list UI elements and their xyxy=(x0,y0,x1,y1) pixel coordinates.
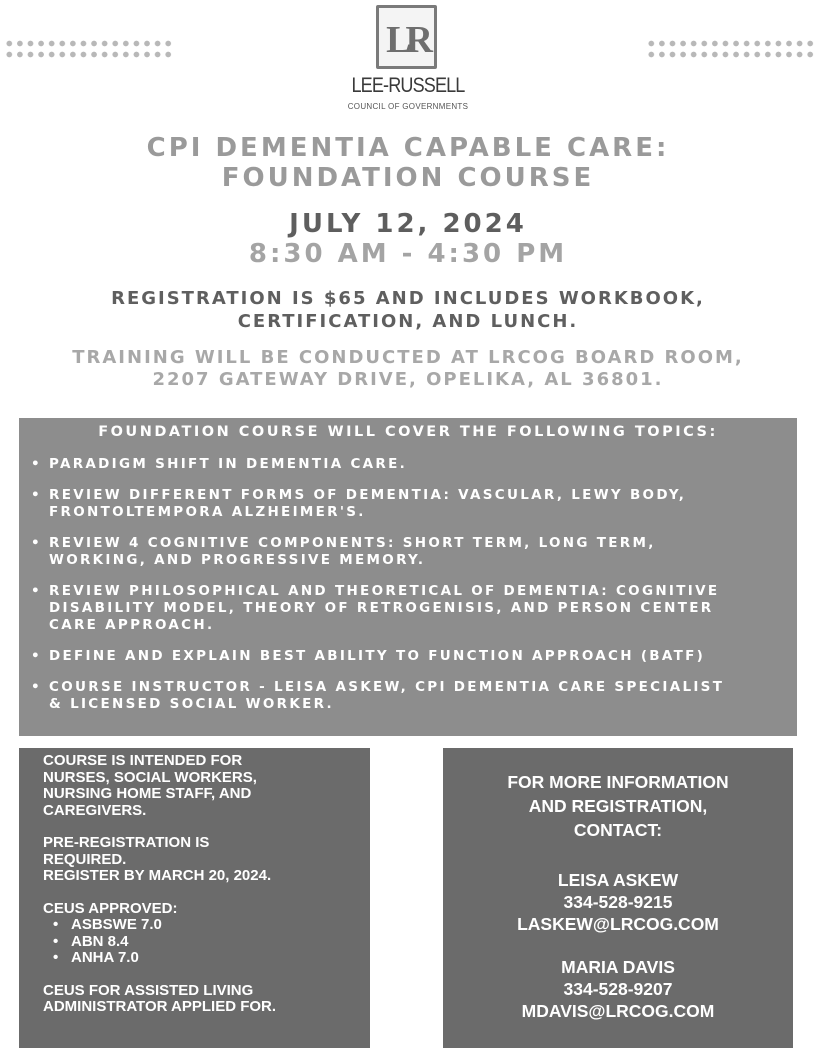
org-name: LEE-RUSSELL xyxy=(351,74,465,97)
venue-line: TRAINING WILL BE CONDUCTED AT LRCOG BOARD ROOM, xyxy=(72,347,744,368)
course-title xyxy=(0,133,816,193)
registration-line: CERTIFICATION, AND LUNCH. xyxy=(237,311,579,332)
contact-name: MARIA DAVIS xyxy=(561,957,675,977)
text-line: AND REGISTRATION, xyxy=(528,796,708,816)
topic-item xyxy=(31,648,791,665)
topic-line: • DEFINE AND EXPLAIN BEST ABILITY TO FUNCTION APPROACH (BATF) xyxy=(49,648,706,664)
ceus-list xyxy=(53,917,370,967)
decorative-dots-left xyxy=(4,38,174,60)
topic-line: FRONTOLTEMPORA ALZHEIMER'S. xyxy=(49,504,366,520)
text-line: FOR MORE INFORMATION xyxy=(507,772,729,792)
intended-audience xyxy=(43,753,370,819)
topic-line: • COURSE INSTRUCTOR - LEISA ASKEW, CPI DEMENTIA CARE SPECIALIST xyxy=(49,679,725,695)
text-line: CAREGIVERS. xyxy=(43,801,147,819)
topic-line: DISABILITY MODEL, THEORY OF RETROGENISIS, AND PERSON CENTER xyxy=(49,600,714,616)
topic-line: • PARADIGM SHIFT IN DEMENTIA CARE. xyxy=(49,456,408,472)
text-line: NURSES, SOCIAL WORKERS, xyxy=(43,768,257,786)
topic-line: • REVIEW PHILOSOPHICAL AND THEORETICAL OF DEMENTIA: COGNITIVE xyxy=(49,583,720,599)
topic-line: • REVIEW 4 COGNITIVE COMPONENTS: SHORT TERM, LONG TERM, xyxy=(49,535,656,551)
topic-line: & LICENSED SOCIAL WORKER. xyxy=(49,696,334,712)
text-line: COURSE IS INTENDED FOR xyxy=(43,752,243,769)
text-line: CEUS FOR ASSISTED LIVING xyxy=(43,981,254,999)
venue-info xyxy=(0,347,816,391)
assisted-living-note xyxy=(43,983,370,1016)
topics-heading: FOUNDATION COURSE WILL COVER THE FOLLOWING TOPICS: xyxy=(98,424,718,440)
logo-monogram: LR xyxy=(386,19,427,61)
topic-list xyxy=(31,456,791,727)
preregistration-note xyxy=(43,835,370,885)
course-date: JULY 12, 2024 xyxy=(289,209,527,239)
ceu-item: • ABN 8.4 xyxy=(53,934,370,951)
topic-item xyxy=(31,535,791,569)
registration-line: REGISTRATION IS $65 AND INCLUDES WORKBOOK, xyxy=(111,288,705,309)
contact-phone[interactable]: 334-528-9207 xyxy=(563,979,673,999)
decorative-dots-right xyxy=(646,38,816,60)
text-line: PRE-REGISTRATION IS xyxy=(43,834,210,851)
contact-entry xyxy=(443,869,793,935)
contact-email[interactable]: MDAVIS@LRCOG.COM xyxy=(521,1001,715,1021)
org-subtitle: COUNCIL OF GOVERNMENTS xyxy=(347,102,469,111)
topic-line: CARE APPROACH. xyxy=(49,617,215,633)
text-line: REGISTER BY MARCH 20, 2024. xyxy=(43,867,272,884)
topics-panel xyxy=(19,418,797,736)
topic-item xyxy=(31,456,791,473)
title-line: FOUNDATION COURSE xyxy=(221,163,595,193)
topic-item xyxy=(31,679,791,713)
contact-name: LEISA ASKEW xyxy=(557,870,679,890)
contact-box xyxy=(443,748,793,1048)
topic-line: • REVIEW DIFFERENT FORMS OF DEMENTIA: VASCULAR, LEWY BODY, xyxy=(49,487,687,503)
lr-monogram-icon xyxy=(379,8,434,66)
ceu-item: • ANHA 7.0 xyxy=(53,950,370,967)
course-time: 8:30 AM - 4:30 PM xyxy=(248,239,568,269)
text-line: NURSING HOME STAFF, AND xyxy=(43,785,252,802)
lrcog-logo xyxy=(376,5,437,69)
topic-line: WORKING, AND PROGRESSIVE MEMORY. xyxy=(49,552,426,568)
contact-heading xyxy=(443,770,793,842)
topic-item xyxy=(31,583,791,634)
text-line: CONTACT: xyxy=(573,820,663,840)
text-line: REQUIRED. xyxy=(43,850,127,868)
ceus-heading: CEUS APPROVED: xyxy=(43,899,178,917)
contact-phone[interactable]: 334-528-9215 xyxy=(563,892,673,912)
text-line: ADMINISTRATOR APPLIED FOR. xyxy=(43,998,277,1015)
registration-info xyxy=(0,287,816,333)
topic-item xyxy=(31,487,791,521)
contact-email[interactable]: LASKEW@LRCOG.COM xyxy=(517,914,719,934)
ceu-item: • ASBSWE 7.0 xyxy=(53,917,370,934)
audience-box xyxy=(19,748,370,1048)
venue-line: 2207 GATEWAY DRIVE, OPELIKA, AL 36801. xyxy=(152,369,664,390)
title-line: CPI DEMENTIA CAPABLE CARE: xyxy=(146,133,670,163)
contact-entry xyxy=(443,956,793,1022)
